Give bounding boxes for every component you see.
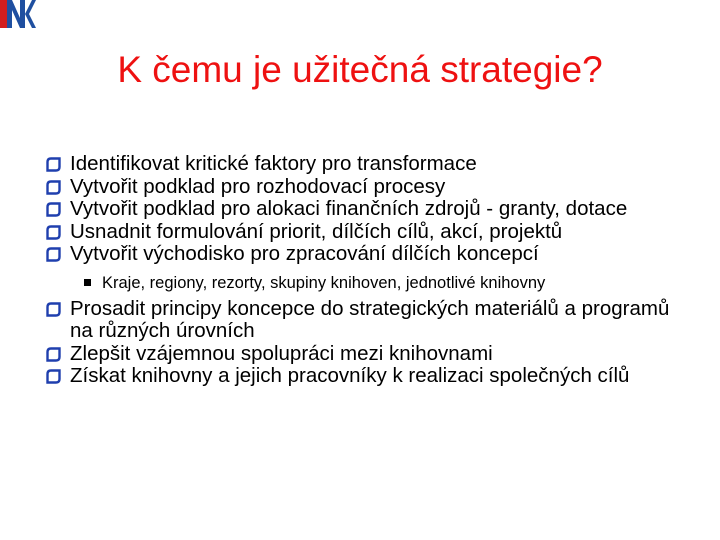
bullet-list (46, 153, 696, 388)
sub-list-item (46, 274, 696, 292)
list-item (46, 343, 696, 366)
square-bullet-icon (84, 279, 91, 286)
nk-logo (0, 0, 36, 28)
hollow-square-bullet-icon (46, 225, 61, 240)
list-item (46, 176, 696, 199)
list-item (46, 298, 696, 343)
hollow-square-bullet-icon (46, 247, 61, 262)
list-item-text: Prosadit principy koncepce do strategických materiálů a programů na různých úrovních (70, 296, 670, 342)
list-item (46, 221, 696, 244)
list-item (46, 243, 696, 266)
hollow-square-bullet-icon (46, 302, 61, 317)
list-item-text: Vytvořit podklad pro alokaci finančních zdrojů - granty, dotace (70, 197, 628, 220)
list-item-text: Vytvořit východisko pro zpracování dílčích koncepcí (70, 242, 539, 265)
nk-logo-graphic (0, 0, 36, 28)
hollow-square-bullet-icon (46, 347, 61, 362)
list-item-text: Získat knihovny a jejich pracovníky k realizaci společných cílů (70, 364, 630, 387)
sub-list-item-text: Kraje, regiony, rezorty, skupiny knihoven, jednotlivé knihovny (102, 273, 546, 292)
list-item-text: Identifikovat kritické faktory pro transformace (70, 152, 477, 175)
hollow-square-bullet-icon (46, 202, 61, 217)
list-item-text: Zlepšit vzájemnou spolupráci mezi knihovnami (70, 341, 493, 365)
list-item (46, 365, 696, 388)
list-item-text: Usnadnit formulování priorit, dílčích cílů, akcí, projektů (70, 219, 563, 243)
list-item-text: Vytvořit podklad pro rozhodovací procesy (70, 174, 446, 198)
hollow-square-bullet-icon (46, 157, 61, 172)
hollow-square-bullet-icon (46, 180, 61, 195)
hollow-square-bullet-icon (46, 369, 61, 384)
list-item (46, 198, 696, 221)
list-item (46, 153, 696, 176)
slide-title: K čemu je užitečná strategie? (117, 49, 603, 90)
